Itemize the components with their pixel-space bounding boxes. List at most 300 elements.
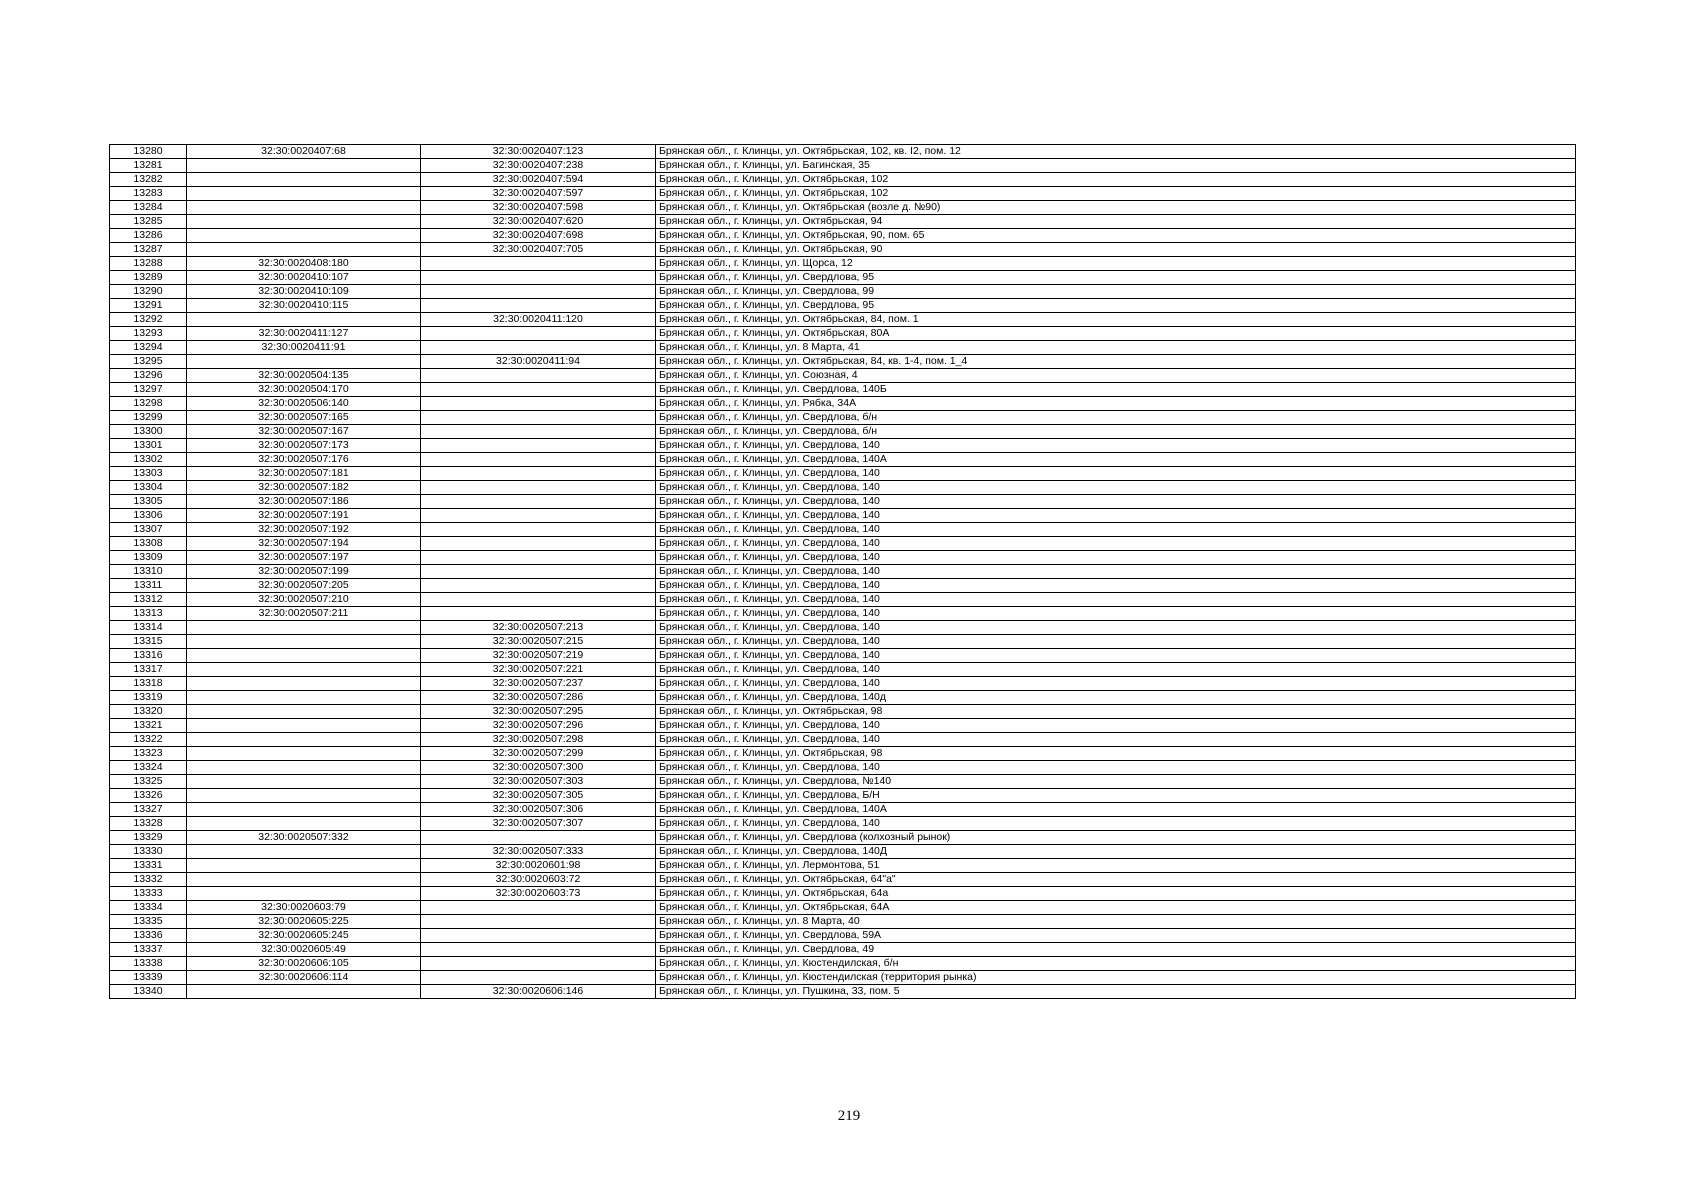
address-cell: Брянская обл., г. Клинцы, ул. Свердлова, 140 bbox=[656, 635, 1576, 649]
row-number-cell: 13302 bbox=[110, 453, 187, 467]
table-row bbox=[110, 747, 1576, 761]
address-cell: Брянская обл., г. Клинцы, ул. Октябрьская, 64А bbox=[656, 901, 1576, 915]
related-cadastral-number-cell: 32:30:0020407:238 bbox=[421, 159, 656, 173]
row-number-cell: 13301 bbox=[110, 439, 187, 453]
related-cadastral-number-cell: 32:30:0020507:286 bbox=[421, 691, 656, 705]
related-cadastral-number-cell bbox=[421, 453, 656, 467]
table-row bbox=[110, 803, 1576, 817]
row-number-cell: 13316 bbox=[110, 649, 187, 663]
address-cell: Брянская обл., г. Клинцы, ул. Свердлова, 140 bbox=[656, 439, 1576, 453]
table-row bbox=[110, 957, 1576, 971]
related-cadastral-number-cell bbox=[421, 425, 656, 439]
address-cell: Брянская обл., г. Клинцы, ул. Октябрьская, 98 bbox=[656, 705, 1576, 719]
table-row bbox=[110, 243, 1576, 257]
table-row bbox=[110, 691, 1576, 705]
table-row bbox=[110, 397, 1576, 411]
related-cadastral-number-cell: 32:30:0020507:221 bbox=[421, 663, 656, 677]
row-number-cell: 13284 bbox=[110, 201, 187, 215]
row-number-cell: 13335 bbox=[110, 915, 187, 929]
row-number-cell: 13294 bbox=[110, 341, 187, 355]
related-cadastral-number-cell bbox=[421, 537, 656, 551]
address-cell: Брянская обл., г. Клинцы, ул. Свердлова, 140 bbox=[656, 495, 1576, 509]
row-number-cell: 13323 bbox=[110, 747, 187, 761]
cadastral-number-cell bbox=[187, 859, 421, 873]
table-row bbox=[110, 789, 1576, 803]
cadastral-number-cell: 32:30:0020507:197 bbox=[187, 551, 421, 565]
address-cell: Брянская обл., г. Клинцы, ул. 8 Марта, 41 bbox=[656, 341, 1576, 355]
table-row bbox=[110, 915, 1576, 929]
related-cadastral-number-cell bbox=[421, 257, 656, 271]
cadastral-number-cell: 32:30:0020411:91 bbox=[187, 341, 421, 355]
address-cell: Брянская обл., г. Клинцы, ул. Лермонтова, 51 bbox=[656, 859, 1576, 873]
cadastral-number-cell: 32:30:0020507:182 bbox=[187, 481, 421, 495]
cadastral-number-cell: 32:30:0020408:180 bbox=[187, 257, 421, 271]
address-cell: Брянская обл., г. Клинцы, ул. Свердлова, 140 bbox=[656, 481, 1576, 495]
address-cell: Брянская обл., г. Клинцы, ул. Свердлова, 140д bbox=[656, 691, 1576, 705]
row-number-cell: 13331 bbox=[110, 859, 187, 873]
table-row bbox=[110, 509, 1576, 523]
row-number-cell: 13327 bbox=[110, 803, 187, 817]
address-cell: Брянская обл., г. Клинцы, ул. Свердлова, 95 bbox=[656, 271, 1576, 285]
address-cell: Брянская обл., г. Клинцы, ул. Рябка, 34А bbox=[656, 397, 1576, 411]
cadastral-number-cell: 32:30:0020507:211 bbox=[187, 607, 421, 621]
table-row bbox=[110, 537, 1576, 551]
related-cadastral-number-cell bbox=[421, 607, 656, 621]
related-cadastral-number-cell: 32:30:0020411:94 bbox=[421, 355, 656, 369]
related-cadastral-number-cell: 32:30:0020507:300 bbox=[421, 761, 656, 775]
related-cadastral-number-cell: 32:30:0020507:305 bbox=[421, 789, 656, 803]
related-cadastral-number-cell: 32:30:0020507:303 bbox=[421, 775, 656, 789]
address-cell: Брянская обл., г. Клинцы, ул. Октябрьская, 84, пом. 1 bbox=[656, 313, 1576, 327]
row-number-cell: 13313 bbox=[110, 607, 187, 621]
row-number-cell: 13330 bbox=[110, 845, 187, 859]
row-number-cell: 13333 bbox=[110, 887, 187, 901]
address-cell: Брянская обл., г. Клинцы, ул. Свердлова, 140 bbox=[656, 523, 1576, 537]
row-number-cell: 13281 bbox=[110, 159, 187, 173]
address-cell: Брянская обл., г. Клинцы, ул. Октябрьская, 84, кв. 1-4, пом. 1_4 bbox=[656, 355, 1576, 369]
address-cell: Брянская обл., г. Клинцы, ул. Свердлова, 140 bbox=[656, 537, 1576, 551]
row-number-cell: 13325 bbox=[110, 775, 187, 789]
address-cell: Брянская обл., г. Клинцы, ул. Октябрьская, 98 bbox=[656, 747, 1576, 761]
table-row bbox=[110, 593, 1576, 607]
cadastral-number-cell: 32:30:0020507:191 bbox=[187, 509, 421, 523]
address-cell: Брянская обл., г. Клинцы, ул. Свердлова, 140 bbox=[656, 509, 1576, 523]
address-cell: Брянская обл., г. Клинцы, ул. Свердлова, №140 bbox=[656, 775, 1576, 789]
row-number-cell: 13293 bbox=[110, 327, 187, 341]
address-cell: Брянская обл., г. Клинцы, ул. Свердлова, 140А bbox=[656, 453, 1576, 467]
row-number-cell: 13328 bbox=[110, 817, 187, 831]
table-row bbox=[110, 383, 1576, 397]
cadastral-number-cell bbox=[187, 775, 421, 789]
row-number-cell: 13309 bbox=[110, 551, 187, 565]
address-cell: Брянская обл., г. Клинцы, ул. Октябрьская, 102 bbox=[656, 173, 1576, 187]
table-row bbox=[110, 425, 1576, 439]
row-number-cell: 13340 bbox=[110, 985, 187, 999]
address-cell: Брянская обл., г. Клинцы, ул. Октябрьская, 64а bbox=[656, 887, 1576, 901]
cadastral-number-cell bbox=[187, 845, 421, 859]
address-cell: Брянская обл., г. Клинцы, ул. Свердлова, 95 bbox=[656, 299, 1576, 313]
cadastral-number-cell: 32:30:0020411:127 bbox=[187, 327, 421, 341]
address-cell: Брянская обл., г. Клинцы, ул. Свердлова, 140 bbox=[656, 719, 1576, 733]
row-number-cell: 13338 bbox=[110, 957, 187, 971]
related-cadastral-number-cell bbox=[421, 565, 656, 579]
address-cell: Брянская обл., г. Клинцы, ул. Свердлова, 140 bbox=[656, 663, 1576, 677]
table-row bbox=[110, 481, 1576, 495]
address-cell: Брянская обл., г. Клинцы, ул. Свердлова, 140 bbox=[656, 621, 1576, 635]
address-cell: Брянская обл., г. Клинцы, ул. Свердлова, 99 bbox=[656, 285, 1576, 299]
row-number-cell: 13304 bbox=[110, 481, 187, 495]
row-number-cell: 13339 bbox=[110, 971, 187, 985]
related-cadastral-number-cell: 32:30:0020407:123 bbox=[421, 145, 656, 159]
cadastral-number-cell bbox=[187, 229, 421, 243]
related-cadastral-number-cell bbox=[421, 593, 656, 607]
cadastral-number-cell: 32:30:0020410:109 bbox=[187, 285, 421, 299]
row-number-cell: 13329 bbox=[110, 831, 187, 845]
row-number-cell: 13318 bbox=[110, 677, 187, 691]
address-cell: Брянская обл., г. Клинцы, ул. Свердлова, 140Д bbox=[656, 845, 1576, 859]
related-cadastral-number-cell bbox=[421, 971, 656, 985]
cadastral-number-cell: 32:30:0020605:49 bbox=[187, 943, 421, 957]
cadastral-number-cell: 32:30:0020603:79 bbox=[187, 901, 421, 915]
related-cadastral-number-cell bbox=[421, 481, 656, 495]
address-cell: Брянская обл., г. Клинцы, ул. Октябрьская, 64"а" bbox=[656, 873, 1576, 887]
related-cadastral-number-cell bbox=[421, 439, 656, 453]
table-body bbox=[110, 145, 1576, 999]
table-row bbox=[110, 467, 1576, 481]
table-row bbox=[110, 677, 1576, 691]
cadastral-number-cell: 32:30:0020410:107 bbox=[187, 271, 421, 285]
table-row bbox=[110, 887, 1576, 901]
address-cell: Брянская обл., г. Клинцы, ул. Октябрьская (возле д. №90) bbox=[656, 201, 1576, 215]
address-cell: Брянская обл., г. Клинцы, ул. Свердлова, 140 bbox=[656, 761, 1576, 775]
cadastral-number-cell: 32:30:0020606:114 bbox=[187, 971, 421, 985]
related-cadastral-number-cell: 32:30:0020507:296 bbox=[421, 719, 656, 733]
table-row bbox=[110, 285, 1576, 299]
related-cadastral-number-cell bbox=[421, 299, 656, 313]
row-number-cell: 13332 bbox=[110, 873, 187, 887]
related-cadastral-number-cell: 32:30:0020407:698 bbox=[421, 229, 656, 243]
table-row bbox=[110, 565, 1576, 579]
table-row bbox=[110, 579, 1576, 593]
related-cadastral-number-cell bbox=[421, 915, 656, 929]
cadastral-number-cell: 32:30:0020507:167 bbox=[187, 425, 421, 439]
related-cadastral-number-cell bbox=[421, 943, 656, 957]
table-row bbox=[110, 187, 1576, 201]
table-row bbox=[110, 621, 1576, 635]
table-row bbox=[110, 145, 1576, 159]
row-number-cell: 13291 bbox=[110, 299, 187, 313]
cadastral-number-cell bbox=[187, 621, 421, 635]
table-row bbox=[110, 299, 1576, 313]
related-cadastral-number-cell bbox=[421, 383, 656, 397]
address-cell: Брянская обл., г. Клинцы, ул. Кюстендилская, б/н bbox=[656, 957, 1576, 971]
row-number-cell: 13311 bbox=[110, 579, 187, 593]
address-cell: Брянская обл., г. Клинцы, ул. Октябрьская, 90 bbox=[656, 243, 1576, 257]
row-number-cell: 13292 bbox=[110, 313, 187, 327]
table-row bbox=[110, 607, 1576, 621]
related-cadastral-number-cell: 32:30:0020603:73 bbox=[421, 887, 656, 901]
table-row bbox=[110, 649, 1576, 663]
cadastral-number-cell: 32:30:0020507:194 bbox=[187, 537, 421, 551]
cadastral-number-cell bbox=[187, 201, 421, 215]
related-cadastral-number-cell: 32:30:0020507:299 bbox=[421, 747, 656, 761]
address-cell: Брянская обл., г. Клинцы, ул. Свердлова, б/н bbox=[656, 411, 1576, 425]
cadastral-number-cell: 32:30:0020507:199 bbox=[187, 565, 421, 579]
cadastral-number-cell: 32:30:0020407:68 bbox=[187, 145, 421, 159]
row-number-cell: 13303 bbox=[110, 467, 187, 481]
cadastral-number-cell bbox=[187, 635, 421, 649]
cadastral-number-cell: 32:30:0020507:210 bbox=[187, 593, 421, 607]
row-number-cell: 13306 bbox=[110, 509, 187, 523]
table-row bbox=[110, 719, 1576, 733]
row-number-cell: 13282 bbox=[110, 173, 187, 187]
row-number-cell: 13315 bbox=[110, 635, 187, 649]
row-number-cell: 13285 bbox=[110, 215, 187, 229]
table-row bbox=[110, 313, 1576, 327]
row-number-cell: 13326 bbox=[110, 789, 187, 803]
related-cadastral-number-cell: 32:30:0020407:705 bbox=[421, 243, 656, 257]
address-cell: Брянская обл., г. Клинцы, ул. Союзная, 4 bbox=[656, 369, 1576, 383]
address-cell: Брянская обл., г. Клинцы, ул. Свердлова, 140 bbox=[656, 817, 1576, 831]
related-cadastral-number-cell: 32:30:0020507:213 bbox=[421, 621, 656, 635]
related-cadastral-number-cell bbox=[421, 495, 656, 509]
row-number-cell: 13320 bbox=[110, 705, 187, 719]
row-number-cell: 13317 bbox=[110, 663, 187, 677]
related-cadastral-number-cell: 32:30:0020411:120 bbox=[421, 313, 656, 327]
related-cadastral-number-cell bbox=[421, 929, 656, 943]
cadastral-number-cell: 32:30:0020507:165 bbox=[187, 411, 421, 425]
related-cadastral-number-cell: 32:30:0020407:594 bbox=[421, 173, 656, 187]
cadastral-number-cell bbox=[187, 159, 421, 173]
table-row bbox=[110, 775, 1576, 789]
table-row bbox=[110, 845, 1576, 859]
row-number-cell: 13290 bbox=[110, 285, 187, 299]
cadastral-number-cell: 32:30:0020507:181 bbox=[187, 467, 421, 481]
cadastral-number-cell bbox=[187, 677, 421, 691]
related-cadastral-number-cell: 32:30:0020507:333 bbox=[421, 845, 656, 859]
cadastral-number-cell: 32:30:0020605:245 bbox=[187, 929, 421, 943]
address-cell: Брянская обл., г. Клинцы, ул. Свердлова (колхозный рынок) bbox=[656, 831, 1576, 845]
cadastral-number-cell: 32:30:0020507:176 bbox=[187, 453, 421, 467]
address-cell: Брянская обл., г. Клинцы, ул. Октябрьская, 102 bbox=[656, 187, 1576, 201]
row-number-cell: 13287 bbox=[110, 243, 187, 257]
row-number-cell: 13305 bbox=[110, 495, 187, 509]
related-cadastral-number-cell bbox=[421, 369, 656, 383]
cadastral-number-cell bbox=[187, 663, 421, 677]
related-cadastral-number-cell bbox=[421, 579, 656, 593]
cadastral-number-cell bbox=[187, 789, 421, 803]
address-cell: Брянская обл., г. Клинцы, ул. Свердлова, 59А bbox=[656, 929, 1576, 943]
row-number-cell: 13298 bbox=[110, 397, 187, 411]
table-row bbox=[110, 439, 1576, 453]
table-row bbox=[110, 705, 1576, 719]
row-number-cell: 13300 bbox=[110, 425, 187, 439]
row-number-cell: 13307 bbox=[110, 523, 187, 537]
cadastral-number-cell bbox=[187, 803, 421, 817]
table-row bbox=[110, 201, 1576, 215]
table-row bbox=[110, 159, 1576, 173]
address-cell: Брянская обл., г. Клинцы, ул. Свердлова, 140 bbox=[656, 579, 1576, 593]
row-number-cell: 13322 bbox=[110, 733, 187, 747]
related-cadastral-number-cell: 32:30:0020507:306 bbox=[421, 803, 656, 817]
related-cadastral-number-cell bbox=[421, 509, 656, 523]
row-number-cell: 13319 bbox=[110, 691, 187, 705]
address-cell: Брянская обл., г. Клинцы, ул. Кюстендилская (территория рынка) bbox=[656, 971, 1576, 985]
address-cell: Брянская обл., г. Клинцы, ул. Свердлова, 140 bbox=[656, 551, 1576, 565]
table-row bbox=[110, 495, 1576, 509]
table-row bbox=[110, 551, 1576, 565]
related-cadastral-number-cell: 32:30:0020507:237 bbox=[421, 677, 656, 691]
row-number-cell: 13289 bbox=[110, 271, 187, 285]
cadastral-number-cell bbox=[187, 705, 421, 719]
row-number-cell: 13314 bbox=[110, 621, 187, 635]
table-row bbox=[110, 859, 1576, 873]
address-cell: Брянская обл., г. Клинцы, ул. 8 Марта, 40 bbox=[656, 915, 1576, 929]
related-cadastral-number-cell bbox=[421, 397, 656, 411]
cadastral-number-cell: 32:30:0020507:173 bbox=[187, 439, 421, 453]
address-cell: Брянская обл., г. Клинцы, ул. Октябрьская, 94 bbox=[656, 215, 1576, 229]
table-row bbox=[110, 453, 1576, 467]
related-cadastral-number-cell bbox=[421, 551, 656, 565]
row-number-cell: 13334 bbox=[110, 901, 187, 915]
cadastral-number-cell: 32:30:0020506:140 bbox=[187, 397, 421, 411]
related-cadastral-number-cell: 32:30:0020507:295 bbox=[421, 705, 656, 719]
table-row bbox=[110, 943, 1576, 957]
table-row bbox=[110, 257, 1576, 271]
table-row bbox=[110, 523, 1576, 537]
row-number-cell: 13297 bbox=[110, 383, 187, 397]
cadastral-number-cell bbox=[187, 887, 421, 901]
cadastral-number-cell bbox=[187, 215, 421, 229]
address-cell: Брянская обл., г. Клинцы, ул. Свердлова, 140 bbox=[656, 677, 1576, 691]
table-row bbox=[110, 985, 1576, 999]
table-row bbox=[110, 341, 1576, 355]
table-row bbox=[110, 831, 1576, 845]
table-row bbox=[110, 411, 1576, 425]
cadastral-number-cell: 32:30:0020507:332 bbox=[187, 831, 421, 845]
address-cell: Брянская обл., г. Клинцы, ул. Багинская, 35 bbox=[656, 159, 1576, 173]
address-cell: Брянская обл., г. Клинцы, ул. Щорса, 12 bbox=[656, 257, 1576, 271]
table-row bbox=[110, 635, 1576, 649]
related-cadastral-number-cell: 32:30:0020507:307 bbox=[421, 817, 656, 831]
cadastral-number-cell bbox=[187, 747, 421, 761]
row-number-cell: 13336 bbox=[110, 929, 187, 943]
row-number-cell: 13286 bbox=[110, 229, 187, 243]
row-number-cell: 13283 bbox=[110, 187, 187, 201]
cadastral-number-cell bbox=[187, 649, 421, 663]
related-cadastral-number-cell bbox=[421, 467, 656, 481]
address-cell: Брянская обл., г. Клинцы, ул. Свердлова, 49 bbox=[656, 943, 1576, 957]
row-number-cell: 13308 bbox=[110, 537, 187, 551]
address-cell: Брянская обл., г. Клинцы, ул. Свердлова, 140 bbox=[656, 733, 1576, 747]
cadastral-number-cell bbox=[187, 173, 421, 187]
related-cadastral-number-cell: 32:30:0020407:620 bbox=[421, 215, 656, 229]
cadastral-number-cell bbox=[187, 243, 421, 257]
address-cell: Брянская обл., г. Клинцы, ул. Октябрьская, 80А bbox=[656, 327, 1576, 341]
cadastral-number-cell: 32:30:0020606:105 bbox=[187, 957, 421, 971]
table-row bbox=[110, 327, 1576, 341]
related-cadastral-number-cell bbox=[421, 411, 656, 425]
cadastral-number-cell bbox=[187, 733, 421, 747]
address-cell: Брянская обл., г. Клинцы, ул. Октябрьская, 90, пом. 65 bbox=[656, 229, 1576, 243]
related-cadastral-number-cell: 32:30:0020507:298 bbox=[421, 733, 656, 747]
address-cell: Брянская обл., г. Клинцы, ул. Свердлова, 140 bbox=[656, 649, 1576, 663]
related-cadastral-number-cell: 32:30:0020603:72 bbox=[421, 873, 656, 887]
table-row bbox=[110, 733, 1576, 747]
related-cadastral-number-cell: 32:30:0020407:598 bbox=[421, 201, 656, 215]
address-cell: Брянская обл., г. Клинцы, ул. Свердлова, б/н bbox=[656, 425, 1576, 439]
cadastral-number-cell bbox=[187, 817, 421, 831]
row-number-cell: 13324 bbox=[110, 761, 187, 775]
address-cell: Брянская обл., г. Клинцы, ул. Свердлова, 140 bbox=[656, 607, 1576, 621]
related-cadastral-number-cell bbox=[421, 523, 656, 537]
page-number: 219 bbox=[837, 1108, 861, 1124]
row-number-cell: 13337 bbox=[110, 943, 187, 957]
address-cell: Брянская обл., г. Клинцы, ул. Свердлова, 140А bbox=[656, 803, 1576, 817]
table-row bbox=[110, 761, 1576, 775]
cadastral-number-cell: 32:30:0020507:192 bbox=[187, 523, 421, 537]
cadastral-number-cell bbox=[187, 313, 421, 327]
related-cadastral-number-cell: 32:30:0020507:215 bbox=[421, 635, 656, 649]
cadastral-number-cell bbox=[187, 985, 421, 999]
related-cadastral-number-cell: 32:30:0020606:146 bbox=[421, 985, 656, 999]
related-cadastral-number-cell: 32:30:0020507:219 bbox=[421, 649, 656, 663]
row-number-cell: 13299 bbox=[110, 411, 187, 425]
address-cell: Брянская обл., г. Клинцы, ул. Свердлова, 140Б bbox=[656, 383, 1576, 397]
address-cell: Брянская обл., г. Клинцы, ул. Свердлова, Б/Н bbox=[656, 789, 1576, 803]
related-cadastral-number-cell bbox=[421, 285, 656, 299]
table-row bbox=[110, 173, 1576, 187]
row-number-cell: 13310 bbox=[110, 565, 187, 579]
row-number-cell: 13321 bbox=[110, 719, 187, 733]
address-cell: Брянская обл., г. Клинцы, ул. Октябрьская, 102, кв. I2, пом. 12 bbox=[656, 145, 1576, 159]
related-cadastral-number-cell: 32:30:0020601:98 bbox=[421, 859, 656, 873]
cadastral-table bbox=[109, 144, 1576, 999]
cadastral-number-cell: 32:30:0020504:170 bbox=[187, 383, 421, 397]
related-cadastral-number-cell bbox=[421, 271, 656, 285]
table-row bbox=[110, 271, 1576, 285]
table-row bbox=[110, 817, 1576, 831]
table-row bbox=[110, 971, 1576, 985]
address-cell: Брянская обл., г. Клинцы, ул. Свердлова, 140 bbox=[656, 467, 1576, 481]
cadastral-number-cell: 32:30:0020504:135 bbox=[187, 369, 421, 383]
table-row bbox=[110, 215, 1576, 229]
cadastral-number-cell bbox=[187, 761, 421, 775]
address-cell: Брянская обл., г. Клинцы, ул. Пушкина, 33, пом. 5 bbox=[656, 985, 1576, 999]
related-cadastral-number-cell bbox=[421, 957, 656, 971]
table-row bbox=[110, 369, 1576, 383]
related-cadastral-number-cell bbox=[421, 831, 656, 845]
cadastral-number-cell: 32:30:0020507:205 bbox=[187, 579, 421, 593]
row-number-cell: 13295 bbox=[110, 355, 187, 369]
row-number-cell: 13280 bbox=[110, 145, 187, 159]
related-cadastral-number-cell bbox=[421, 341, 656, 355]
cadastral-number-cell bbox=[187, 873, 421, 887]
address-cell: Брянская обл., г. Клинцы, ул. Свердлова, 140 bbox=[656, 593, 1576, 607]
cadastral-number-cell bbox=[187, 719, 421, 733]
cadastral-number-cell: 32:30:0020605:225 bbox=[187, 915, 421, 929]
table-row bbox=[110, 663, 1576, 677]
related-cadastral-number-cell bbox=[421, 327, 656, 341]
related-cadastral-number-cell: 32:30:0020407:597 bbox=[421, 187, 656, 201]
cadastral-number-cell: 32:30:0020507:186 bbox=[187, 495, 421, 509]
table-row bbox=[110, 229, 1576, 243]
table-row bbox=[110, 901, 1576, 915]
table-row bbox=[110, 873, 1576, 887]
related-cadastral-number-cell bbox=[421, 901, 656, 915]
row-number-cell: 13288 bbox=[110, 257, 187, 271]
cadastral-number-cell bbox=[187, 355, 421, 369]
